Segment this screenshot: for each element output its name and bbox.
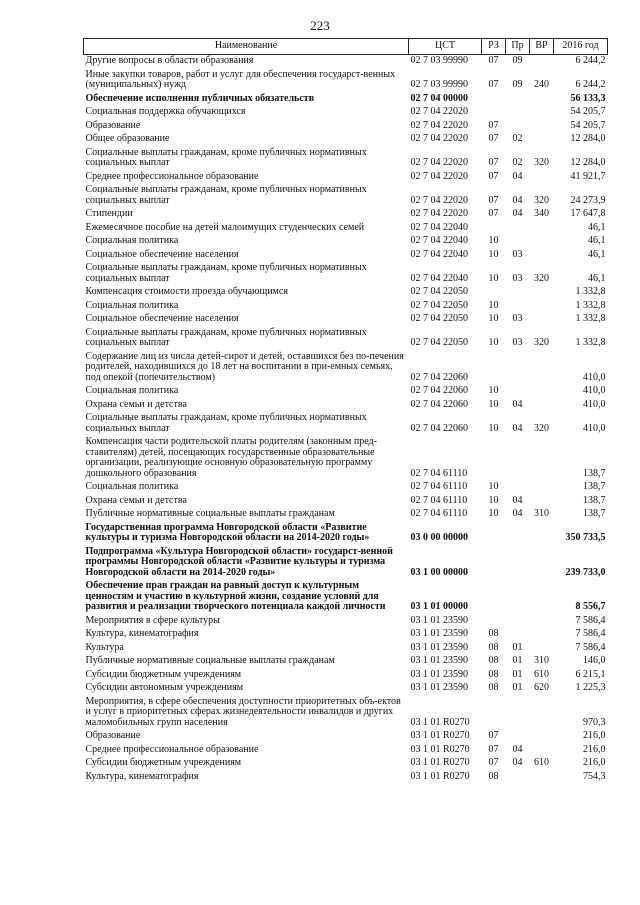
row-amount: 138,7	[583, 481, 606, 492]
row-rz: 07	[488, 743, 499, 755]
row-cst: 02 7 04 22020	[410, 170, 468, 182]
row-rz: 07	[488, 55, 499, 66]
row-amount: 12 284,0	[570, 133, 606, 144]
header-pr: Пр	[506, 39, 530, 55]
row-name: Социальная поддержка обучающихся	[85, 106, 246, 117]
table-row	[84, 235, 608, 249]
row-cst: 03 1 01 R0270	[410, 743, 470, 755]
row-rz: 10	[488, 299, 499, 311]
row-cst: 02 7 04 22020	[410, 106, 468, 117]
row-name: Содержание лиц из числа детей-сирот и детей, оставшихся без по-печения родителей, находившихся до 18 лет на воспитании в при-емных семьях, под опекой (попечительством)	[85, 350, 404, 383]
table-row	[84, 495, 608, 509]
row-amount: 754,3	[583, 770, 606, 782]
row-cst: 02 7 04 22040	[410, 272, 468, 284]
row-amount: 216,0	[583, 730, 606, 741]
row-rz	[482, 696, 506, 731]
row-cst: 02 7 04 22060	[410, 385, 468, 396]
table-row	[84, 481, 608, 495]
row-rz: 10	[488, 235, 499, 246]
row-vr	[530, 313, 554, 327]
row-cst: 02 7 04 61110	[410, 508, 468, 519]
row-amount: 1 225,3	[575, 682, 606, 693]
row-pr	[506, 351, 530, 386]
table-row	[84, 696, 608, 731]
row-pr: 04	[512, 194, 523, 206]
table-row	[84, 249, 608, 263]
row-rz: 08	[488, 628, 499, 639]
row-cst: 02 7 04 22040	[410, 235, 468, 246]
row-amount: 410,0	[583, 398, 606, 410]
table-row	[84, 184, 608, 208]
row-cst: 02 7 04 22040	[410, 248, 468, 260]
row-pr	[506, 93, 530, 107]
row-pr	[506, 696, 530, 731]
row-cst: 02 7 03 99990	[410, 55, 468, 66]
row-name: Социальные выплаты гражданам, кроме публичных нормативных социальных выплат	[85, 412, 367, 434]
row-amount: 146,0	[583, 655, 606, 666]
row-amount: 1 332,8	[575, 299, 606, 311]
row-name: Публичные нормативные социальные выплаты гражданам	[85, 508, 335, 519]
row-pr	[506, 615, 530, 629]
header-cst: ЦСТ	[409, 39, 482, 55]
row-name: Компенсация стоимости проезда обучающимся	[85, 286, 288, 297]
row-rz	[482, 286, 506, 300]
row-name: Образование	[85, 119, 141, 131]
row-rz: 07	[488, 79, 499, 90]
row-name: Социальные выплаты гражданам, кроме публичных нормативных социальных выплат	[85, 146, 367, 168]
row-amount: 970,3	[583, 716, 606, 728]
row-rz: 07	[488, 208, 499, 219]
table-row	[84, 313, 608, 327]
row-amount: 1 332,8	[575, 286, 606, 297]
table-row	[84, 730, 608, 744]
header-rz: РЗ	[482, 39, 506, 55]
table-row	[84, 436, 608, 481]
row-cst: 02 7 04 22020	[410, 157, 468, 168]
row-vr	[530, 249, 554, 263]
row-name: Субсидии автономным учреждениям	[85, 682, 244, 693]
row-name: Другие вопросы в области образования	[85, 55, 254, 66]
table-row	[84, 580, 608, 615]
row-cst: 03 1 01 R0270	[410, 757, 470, 768]
row-amount: 6 244,2	[575, 79, 606, 90]
table-row	[84, 147, 608, 171]
row-vr: 310	[534, 508, 549, 519]
row-name: Подпрограмма «Культура Новгородской области» государст-венной программы Новгородской области «Развитие культуры и туризма Новгородской области на 2014-2020 годы»	[85, 545, 393, 578]
row-vr: 320	[534, 422, 549, 434]
table-row	[84, 399, 608, 413]
row-vr	[530, 120, 554, 134]
table-row	[84, 522, 608, 546]
row-pr	[506, 580, 530, 615]
row-amount: 1 332,8	[575, 337, 606, 348]
row-amount: 138,7	[583, 467, 606, 479]
table-row	[84, 642, 608, 656]
row-amount: 17 647,8	[570, 208, 606, 219]
row-pr: 04	[512, 170, 523, 182]
row-pr: 01	[512, 682, 523, 693]
row-rz	[482, 351, 506, 386]
row-cst: 03 1 01 00000	[410, 601, 468, 612]
row-pr: 03	[512, 313, 523, 324]
row-pr: 03	[512, 248, 523, 260]
row-pr: 09	[512, 79, 523, 90]
table-row	[84, 757, 608, 771]
row-name: Культура	[85, 641, 124, 653]
table-row	[84, 628, 608, 642]
row-rz: 07	[488, 170, 499, 182]
row-vr: 320	[534, 157, 549, 168]
row-vr	[530, 235, 554, 249]
row-name: Социальные выплаты гражданам, кроме публичных нормативных социальных выплат	[85, 326, 367, 348]
row-vr	[530, 495, 554, 509]
row-name: Субсидии бюджетным учреждениям	[85, 668, 242, 680]
table-row	[84, 55, 608, 69]
row-name: Среднее профессиональное образование	[85, 170, 259, 182]
header-year: 2016 год	[554, 39, 608, 55]
row-vr	[530, 546, 554, 581]
row-amount: 216,0	[583, 757, 606, 768]
row-name: Государственная программа Новгородской области «Развитие культуры и туризма Новгородской области на 2014-2020 годы»	[85, 521, 370, 543]
row-rz: 10	[488, 337, 499, 348]
row-rz: 08	[488, 770, 499, 782]
row-cst: 02 7 04 22040	[410, 221, 468, 233]
table-row	[84, 300, 608, 314]
row-pr: 01	[512, 668, 523, 680]
row-cst: 03 1 01 23590	[410, 628, 468, 639]
row-vr	[530, 730, 554, 744]
row-rz: 08	[488, 668, 499, 680]
table-row	[84, 655, 608, 669]
row-vr: 610	[534, 668, 549, 680]
row-cst: 03 0 00 00000	[410, 532, 468, 543]
row-name: Иные закупки товаров, работ и услуг для обеспечения государст-венных (муниципальных) нужд	[85, 68, 396, 90]
row-rz: 10	[488, 494, 499, 506]
row-amount: 46,1	[588, 235, 606, 246]
table-row	[84, 69, 608, 93]
row-vr	[530, 436, 554, 481]
table-row	[84, 262, 608, 286]
row-vr	[530, 642, 554, 656]
row-name: Социальная политика	[85, 481, 179, 492]
table-row	[84, 682, 608, 696]
row-name: Социальное обеспечение населения	[85, 248, 239, 260]
row-vr: 340	[534, 208, 549, 219]
table-body	[84, 55, 608, 785]
row-pr	[506, 106, 530, 120]
row-pr	[506, 300, 530, 314]
row-amount: 410,0	[583, 422, 606, 434]
row-cst: 03 1 01 23590	[410, 655, 468, 666]
row-amount: 12 284,0	[570, 157, 606, 168]
row-rz	[482, 615, 506, 629]
row-amount: 138,7	[583, 494, 606, 506]
row-rz	[482, 222, 506, 236]
row-cst: 03 1 01 R0270	[410, 770, 470, 782]
row-vr: 320	[534, 272, 549, 284]
row-cst: 03 1 01 23590	[410, 682, 468, 693]
row-amount: 216,0	[583, 743, 606, 755]
row-name: Общее образование	[85, 133, 170, 144]
row-cst: 02 7 04 22020	[410, 119, 468, 131]
row-vr	[530, 628, 554, 642]
row-amount: 41 921,7	[570, 170, 606, 182]
row-rz: 08	[488, 682, 499, 693]
row-vr	[530, 385, 554, 399]
row-amount: 46,1	[588, 272, 606, 284]
row-cst: 02 7 04 22050	[410, 286, 468, 297]
header-name: Наименование	[84, 39, 409, 55]
row-name: Среднее профессиональное образование	[85, 743, 259, 755]
row-rz: 07	[488, 133, 499, 144]
row-vr	[530, 696, 554, 731]
row-amount: 56 133,3	[570, 92, 606, 104]
row-vr	[530, 522, 554, 546]
row-vr	[530, 615, 554, 629]
row-cst: 03 1 01 23590	[410, 668, 468, 680]
row-pr	[506, 771, 530, 785]
row-amount: 8 556,7	[575, 601, 606, 612]
table-row	[84, 508, 608, 522]
row-amount: 350 733,5	[565, 532, 606, 543]
row-pr: 04	[512, 208, 523, 219]
row-cst: 02 7 04 22060	[410, 398, 468, 410]
row-pr	[506, 436, 530, 481]
row-vr	[530, 351, 554, 386]
row-rz: 07	[488, 157, 499, 168]
row-pr	[506, 546, 530, 581]
row-cst: 03 1 01 23590	[410, 614, 468, 626]
row-vr: 320	[534, 194, 549, 206]
row-name: Социальная политика	[85, 235, 179, 246]
table-row	[84, 208, 608, 222]
row-vr: 310	[534, 655, 549, 666]
row-name: Социальная политика	[85, 299, 179, 311]
row-cst: 02 7 04 22060	[410, 371, 468, 383]
row-pr: 09	[512, 55, 523, 66]
row-cst: 03 1 00 00000	[410, 566, 468, 578]
row-amount: 7 586,4	[575, 641, 606, 653]
row-amount: 6 215,1	[575, 668, 606, 680]
row-pr: 04	[512, 757, 523, 768]
row-vr: 240	[534, 79, 549, 90]
row-cst: 02 7 04 22050	[410, 313, 468, 324]
row-vr	[530, 133, 554, 147]
row-vr	[530, 55, 554, 69]
row-cst: 02 7 03 99990	[410, 79, 468, 90]
row-pr	[506, 481, 530, 495]
row-name: Субсидии бюджетным учреждениям	[85, 757, 242, 768]
table-row	[84, 771, 608, 785]
row-rz	[482, 93, 506, 107]
table-row	[84, 120, 608, 134]
row-amount: 24 273,9	[570, 194, 606, 206]
row-rz: 10	[488, 481, 499, 492]
row-pr: 04	[512, 494, 523, 506]
row-cst: 02 7 04 61110	[410, 481, 468, 492]
row-rz: 07	[488, 194, 499, 206]
row-name: Мероприятия в сфере культуры	[85, 614, 220, 626]
row-rz: 10	[488, 248, 499, 260]
row-pr: 04	[512, 508, 523, 519]
row-vr: 610	[534, 757, 549, 768]
row-rz: 07	[488, 730, 499, 741]
row-name: Стипендии	[85, 208, 133, 219]
table-header-row	[84, 39, 608, 55]
row-vr: 320	[534, 337, 549, 348]
table-row	[84, 744, 608, 758]
row-name: Мероприятия, в сфере обеспечения доступности приоритетных объ-ектов и услуг в приоритетных сферах жизнедеятельности инвалидов и других маломобильных групп населения	[85, 695, 401, 728]
row-pr	[506, 235, 530, 249]
row-vr	[530, 222, 554, 236]
row-amount: 138,7	[583, 508, 606, 519]
table-row	[84, 327, 608, 351]
row-amount: 54 205,7	[570, 119, 606, 131]
row-amount: 410,0	[583, 371, 606, 383]
row-vr	[530, 300, 554, 314]
row-name: Охрана семьи и детства	[85, 494, 187, 506]
row-vr	[530, 93, 554, 107]
table-row	[84, 615, 608, 629]
row-amount: 6 244,2	[575, 55, 606, 66]
row-pr: 02	[512, 133, 523, 144]
row-name: Культура, кинематография	[85, 770, 199, 782]
row-pr	[506, 120, 530, 134]
row-pr: 01	[512, 641, 523, 653]
row-vr	[530, 771, 554, 785]
row-rz: 08	[488, 641, 499, 653]
row-pr: 04	[512, 398, 523, 410]
row-cst: 02 7 04 00000	[410, 92, 468, 104]
row-rz: 08	[488, 655, 499, 666]
row-pr	[506, 522, 530, 546]
table-row	[84, 351, 608, 386]
table-row	[84, 412, 608, 436]
row-rz: 10	[488, 385, 499, 396]
row-cst: 02 7 04 61110	[410, 494, 468, 506]
row-rz: 10	[488, 398, 499, 410]
row-pr	[506, 730, 530, 744]
row-vr	[530, 580, 554, 615]
row-pr: 01	[512, 655, 523, 666]
row-rz: 07	[488, 757, 499, 768]
row-rz	[482, 522, 506, 546]
row-cst: 02 7 04 22050	[410, 337, 468, 348]
row-name: Ежемесячное пособие на детей малоимущих студенческих семей	[85, 221, 365, 233]
row-pr: 03	[512, 272, 523, 284]
row-vr	[530, 106, 554, 120]
budget-table	[83, 38, 608, 784]
table-row	[84, 106, 608, 120]
row-amount: 46,1	[588, 248, 606, 260]
row-pr: 03	[512, 337, 523, 348]
table-row	[84, 93, 608, 107]
row-cst: 02 7 04 22020	[410, 194, 468, 206]
row-pr	[506, 222, 530, 236]
row-cst: 02 7 04 22020	[410, 133, 468, 144]
row-name: Обеспечение исполнения публичных обязательств	[85, 92, 315, 104]
row-name: Компенсация части родительской платы родителям (законным пред-ставителям) детей, посещающих государственные образовательные организации, реализующие основную образовательную программу дошкольного образования	[85, 436, 377, 479]
row-cst: 03 1 01 R0270	[410, 730, 470, 741]
row-amount: 54 205,7	[570, 106, 606, 117]
row-rz	[482, 580, 506, 615]
row-name: Социальные выплаты гражданам, кроме публичных нормативных социальных выплат	[85, 184, 367, 206]
row-vr	[530, 171, 554, 185]
row-cst: 02 7 04 22060	[410, 422, 468, 434]
row-pr: 04	[512, 422, 523, 434]
row-amount: 239 733,0	[565, 566, 606, 578]
row-vr	[530, 399, 554, 413]
row-vr	[530, 744, 554, 758]
row-pr: 04	[512, 743, 523, 755]
table-row	[84, 385, 608, 399]
row-vr	[530, 286, 554, 300]
row-rz: 10	[488, 313, 499, 324]
row-rz: 07	[488, 119, 499, 131]
row-rz	[482, 436, 506, 481]
table-row	[84, 286, 608, 300]
page-number: 223	[310, 18, 330, 33]
row-amount: 46,1	[588, 221, 606, 233]
row-name: Публичные нормативные социальные выплаты гражданам	[85, 655, 335, 666]
row-name: Социальное обеспечение населения	[85, 313, 239, 324]
header-vr: ВР	[530, 39, 554, 55]
table-row	[84, 546, 608, 581]
row-name: Образование	[85, 730, 141, 741]
row-rz	[482, 106, 506, 120]
row-amount: 7 586,4	[575, 628, 606, 639]
row-pr	[506, 385, 530, 399]
row-cst: 02 7 04 61110	[410, 467, 468, 479]
row-name: Культура, кинематография	[85, 628, 199, 639]
row-amount: 410,0	[583, 385, 606, 396]
row-rz: 10	[488, 272, 499, 284]
row-name: Охрана семьи и детства	[85, 398, 187, 410]
row-rz: 10	[488, 508, 499, 519]
row-amount: 1 332,8	[575, 313, 606, 324]
table-row	[84, 171, 608, 185]
table-row	[84, 222, 608, 236]
row-pr: 02	[512, 157, 523, 168]
table-row	[84, 133, 608, 147]
row-cst: 03 1 01 R0270	[410, 716, 470, 728]
row-amount: 7 586,4	[575, 614, 606, 626]
row-name: Социальная политика	[85, 385, 179, 396]
row-name: Социальные выплаты гражданам, кроме публичных нормативных социальных выплат	[85, 262, 367, 284]
row-vr	[530, 481, 554, 495]
row-pr	[506, 628, 530, 642]
row-cst: 02 7 04 22050	[410, 299, 468, 311]
row-name: Обеспечение прав граждан на равный доступ к культурным ценностям и участию в культурной жизни, создание условий для развития и реализации творческого потенциала каждой личности	[85, 580, 386, 612]
row-rz	[482, 546, 506, 581]
table-row	[84, 669, 608, 683]
row-pr	[506, 286, 530, 300]
row-cst: 03 1 01 23590	[410, 641, 468, 653]
row-vr: 620	[534, 682, 549, 693]
row-rz: 10	[488, 422, 499, 434]
row-cst: 02 7 04 22020	[410, 208, 468, 219]
